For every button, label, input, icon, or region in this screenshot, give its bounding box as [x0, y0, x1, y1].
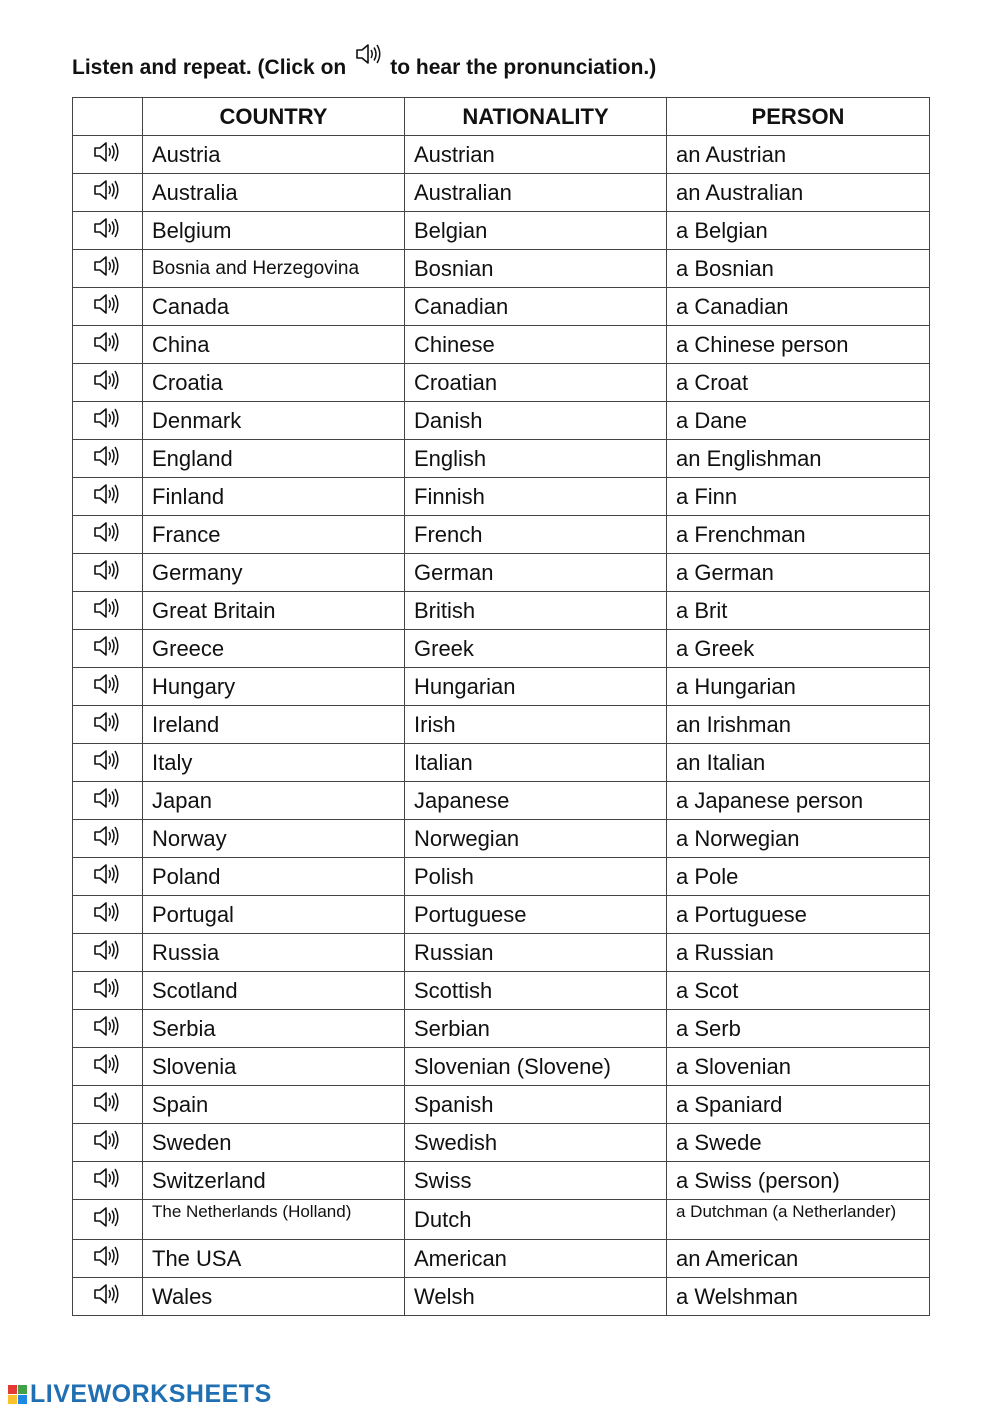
person-cell: a Norwegian	[667, 820, 930, 858]
person-cell: a Welshman	[667, 1278, 930, 1316]
speaker-button[interactable]	[73, 250, 143, 288]
country-cell: China	[143, 326, 405, 364]
nationality-cell: Polish	[405, 858, 667, 896]
table-row	[73, 972, 930, 1010]
speaker-icon[interactable]	[93, 372, 123, 397]
nationality-cell: German	[405, 554, 667, 592]
header-country: COUNTRY	[143, 98, 405, 136]
country-cell: France	[143, 516, 405, 554]
speaker-button[interactable]	[73, 1240, 143, 1278]
instruction-after: to hear the pronunciation.)	[390, 56, 657, 79]
person-cell: an Englishman	[667, 440, 930, 478]
country-cell: Bosnia and Herzegovina	[143, 250, 405, 288]
country-cell: The USA	[143, 1240, 405, 1278]
person-cell: a Swiss (person)	[667, 1162, 930, 1200]
nationality-cell: Swedish	[405, 1124, 667, 1162]
country-cell: Austria	[143, 136, 405, 174]
nationality-cell: English	[405, 440, 667, 478]
table-row	[73, 554, 930, 592]
table-row	[73, 782, 930, 820]
country-cell: The Netherlands (Holland)	[143, 1200, 405, 1240]
nationality-cell: Spanish	[405, 1086, 667, 1124]
country-cell: Belgium	[143, 212, 405, 250]
nationality-cell: Italian	[405, 744, 667, 782]
table-row	[73, 1200, 930, 1240]
speaker-icon[interactable]	[93, 942, 123, 967]
person-cell: a Chinese person	[667, 326, 930, 364]
country-cell: Hungary	[143, 668, 405, 706]
nationality-cell: Canadian	[405, 288, 667, 326]
speaker-button[interactable]	[73, 972, 143, 1010]
speaker-button[interactable]	[73, 744, 143, 782]
country-cell: Russia	[143, 934, 405, 972]
speaker-icon[interactable]	[93, 486, 123, 511]
table-row	[73, 212, 930, 250]
instruction-text	[72, 50, 656, 80]
country-cell: Poland	[143, 858, 405, 896]
speaker-icon[interactable]	[93, 1094, 123, 1119]
country-cell: England	[143, 440, 405, 478]
person-cell: a Croat	[667, 364, 930, 402]
country-cell: Switzerland	[143, 1162, 405, 1200]
country-cell: Japan	[143, 782, 405, 820]
speaker-icon[interactable]	[93, 1018, 123, 1043]
nationality-cell: Australian	[405, 174, 667, 212]
speaker-button[interactable]	[73, 174, 143, 212]
nationality-cell: Dutch	[405, 1200, 667, 1240]
table-row	[73, 288, 930, 326]
table-row	[73, 630, 930, 668]
person-cell: a Hungarian	[667, 668, 930, 706]
table-row	[73, 744, 930, 782]
speaker-icon[interactable]	[93, 600, 123, 625]
nationality-cell: Portuguese	[405, 896, 667, 934]
person-cell: a Spaniard	[667, 1086, 930, 1124]
person-cell: an Austrian	[667, 136, 930, 174]
person-cell: a Frenchman	[667, 516, 930, 554]
table-row	[73, 174, 930, 212]
person-cell: an Australian	[667, 174, 930, 212]
speaker-button[interactable]	[73, 478, 143, 516]
speaker-icon[interactable]	[93, 904, 123, 929]
nationality-cell: Serbian	[405, 1010, 667, 1048]
speaker-button[interactable]	[73, 212, 143, 250]
speaker-button[interactable]	[73, 782, 143, 820]
speaker-icon[interactable]	[93, 258, 123, 283]
country-cell: Slovenia	[143, 1048, 405, 1086]
nationality-cell: Austrian	[405, 136, 667, 174]
speaker-icon[interactable]	[93, 448, 123, 473]
header-person: PERSON	[667, 98, 930, 136]
speaker-button[interactable]	[73, 630, 143, 668]
speaker-button[interactable]	[73, 440, 143, 478]
table-row	[73, 820, 930, 858]
nationality-cell: American	[405, 1240, 667, 1278]
speaker-button[interactable]	[73, 1200, 143, 1240]
table-row	[73, 1010, 930, 1048]
speaker-button[interactable]	[73, 668, 143, 706]
speaker-icon[interactable]	[93, 752, 123, 777]
speaker-icon[interactable]	[93, 1209, 123, 1234]
speaker-icon[interactable]	[93, 1170, 123, 1195]
speaker-button[interactable]	[73, 326, 143, 364]
person-cell: a Dane	[667, 402, 930, 440]
header-speaker	[73, 98, 143, 136]
country-cell: Great Britain	[143, 592, 405, 630]
speaker-icon[interactable]	[93, 182, 123, 207]
country-cell: Greece	[143, 630, 405, 668]
speaker-button[interactable]	[73, 934, 143, 972]
country-cell: Canada	[143, 288, 405, 326]
person-cell: a Bosnian	[667, 250, 930, 288]
nationality-cell: Japanese	[405, 782, 667, 820]
country-cell: Australia	[143, 174, 405, 212]
nationality-cell: Hungarian	[405, 668, 667, 706]
country-cell: Serbia	[143, 1010, 405, 1048]
speaker-button[interactable]	[73, 820, 143, 858]
person-cell: a Belgian	[667, 212, 930, 250]
speaker-button[interactable]	[73, 858, 143, 896]
speaker-icon[interactable]	[93, 790, 123, 815]
table-row	[73, 1162, 930, 1200]
speaker-icon[interactable]	[93, 220, 123, 245]
speaker-button[interactable]	[73, 288, 143, 326]
country-cell: Scotland	[143, 972, 405, 1010]
table-row	[73, 478, 930, 516]
speaker-button[interactable]	[73, 136, 143, 174]
table-row	[73, 858, 930, 896]
person-cell: a Serb	[667, 1010, 930, 1048]
speaker-button[interactable]	[73, 1086, 143, 1124]
person-cell: a Russian	[667, 934, 930, 972]
person-cell: a Pole	[667, 858, 930, 896]
table-row	[73, 364, 930, 402]
country-cell: Croatia	[143, 364, 405, 402]
table-row	[73, 1124, 930, 1162]
nationality-cell: Danish	[405, 402, 667, 440]
header-nationality: NATIONALITY	[405, 98, 667, 136]
speaker-button[interactable]	[73, 592, 143, 630]
person-cell: a Greek	[667, 630, 930, 668]
speaker-button[interactable]	[73, 1124, 143, 1162]
nationality-cell: Irish	[405, 706, 667, 744]
country-cell: Wales	[143, 1278, 405, 1316]
nationality-cell: Chinese	[405, 326, 667, 364]
table-row	[73, 440, 930, 478]
table-row	[73, 1086, 930, 1124]
table-row	[73, 1240, 930, 1278]
logo-mark-icon	[8, 1385, 27, 1404]
nationality-cell: Norwegian	[405, 820, 667, 858]
speaker-button[interactable]	[73, 1010, 143, 1048]
speaker-button[interactable]	[73, 1278, 143, 1316]
liveworksheets-logo	[8, 1380, 272, 1409]
table-row	[73, 1278, 930, 1316]
person-cell: a Brit	[667, 592, 930, 630]
nationality-cell: Finnish	[405, 478, 667, 516]
speaker-icon[interactable]	[93, 1056, 123, 1081]
nationality-cell: French	[405, 516, 667, 554]
speaker-icon[interactable]	[93, 980, 123, 1005]
speaker-icon[interactable]	[93, 410, 123, 435]
nationality-cell: Croatian	[405, 364, 667, 402]
person-cell: a Japanese person	[667, 782, 930, 820]
speaker-icon[interactable]	[93, 676, 123, 701]
speaker-button[interactable]	[73, 364, 143, 402]
speaker-button[interactable]	[73, 402, 143, 440]
person-cell: a Scot	[667, 972, 930, 1010]
speaker-icon[interactable]	[93, 296, 123, 321]
speaker-icon[interactable]	[93, 828, 123, 853]
speaker-icon[interactable]	[93, 1132, 123, 1157]
table-row	[73, 136, 930, 174]
speaker-icon[interactable]	[93, 144, 123, 169]
country-cell: Spain	[143, 1086, 405, 1124]
speaker-icon[interactable]	[93, 714, 123, 739]
table-header-row	[73, 98, 930, 136]
person-cell: a Finn	[667, 478, 930, 516]
nationality-table	[72, 97, 930, 1316]
person-cell: a Dutchman (a Netherlander)	[667, 1200, 930, 1240]
nationality-cell: Swiss	[405, 1162, 667, 1200]
country-cell: Ireland	[143, 706, 405, 744]
speaker-button[interactable]	[73, 516, 143, 554]
speaker-icon[interactable]	[93, 638, 123, 663]
speaker-icon[interactable]	[93, 524, 123, 549]
nationality-cell: Bosnian	[405, 250, 667, 288]
nationality-cell: Scottish	[405, 972, 667, 1010]
nationality-cell: Russian	[405, 934, 667, 972]
country-cell: Norway	[143, 820, 405, 858]
person-cell: a German	[667, 554, 930, 592]
person-cell: a Canadian	[667, 288, 930, 326]
table-row	[73, 326, 930, 364]
country-cell: Finland	[143, 478, 405, 516]
person-cell: an Irishman	[667, 706, 930, 744]
speaker-icon[interactable]	[93, 1286, 123, 1311]
person-cell: a Slovenian	[667, 1048, 930, 1086]
speaker-icon[interactable]	[93, 866, 123, 891]
nationality-cell: Belgian	[405, 212, 667, 250]
instruction-before: Listen and repeat. (Click on	[72, 56, 347, 79]
speaker-icon	[355, 42, 383, 72]
table-row	[73, 668, 930, 706]
nationality-cell: Welsh	[405, 1278, 667, 1316]
speaker-button[interactable]	[73, 706, 143, 744]
speaker-icon[interactable]	[93, 562, 123, 587]
person-cell: an American	[667, 1240, 930, 1278]
country-cell: Sweden	[143, 1124, 405, 1162]
table-row	[73, 896, 930, 934]
country-cell: Portugal	[143, 896, 405, 934]
speaker-button[interactable]	[73, 1162, 143, 1200]
table-row	[73, 706, 930, 744]
nationality-cell: British	[405, 592, 667, 630]
table-row	[73, 402, 930, 440]
speaker-button[interactable]	[73, 554, 143, 592]
country-cell: Italy	[143, 744, 405, 782]
logo-text: LIVEWORKSHEETS	[30, 1380, 272, 1408]
person-cell: a Swede	[667, 1124, 930, 1162]
speaker-icon[interactable]	[93, 334, 123, 359]
person-cell: a Portuguese	[667, 896, 930, 934]
nationality-cell: Slovenian (Slovene)	[405, 1048, 667, 1086]
speaker-button[interactable]	[73, 896, 143, 934]
table-row	[73, 592, 930, 630]
country-cell: Denmark	[143, 402, 405, 440]
country-cell: Germany	[143, 554, 405, 592]
table-row	[73, 516, 930, 554]
person-cell: an Italian	[667, 744, 930, 782]
table-row	[73, 934, 930, 972]
table-row	[73, 1048, 930, 1086]
table-row	[73, 250, 930, 288]
speaker-button[interactable]	[73, 1048, 143, 1086]
nationality-cell: Greek	[405, 630, 667, 668]
speaker-icon[interactable]	[93, 1248, 123, 1273]
